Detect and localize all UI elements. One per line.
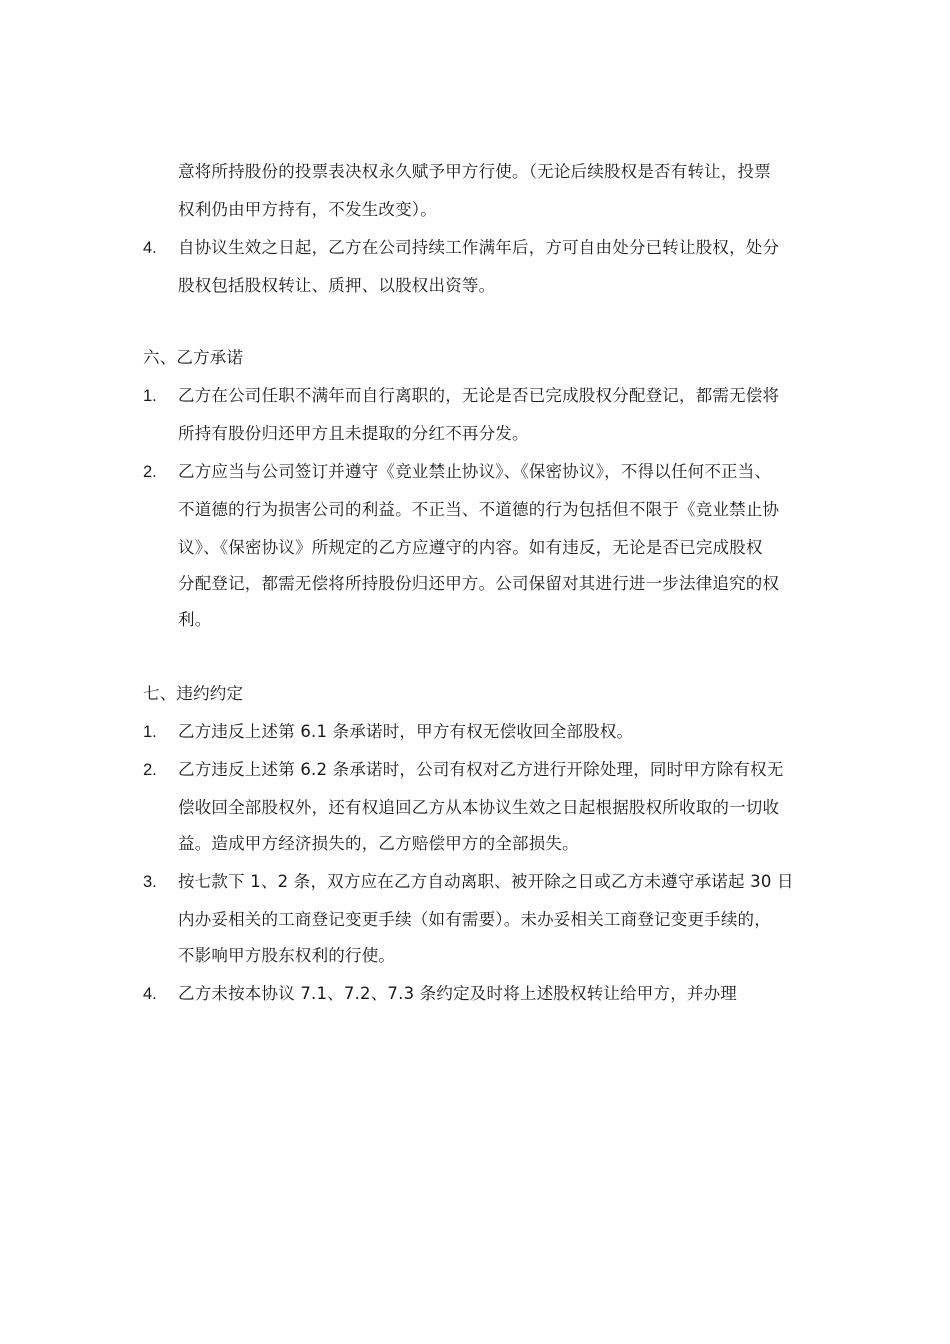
list-number: 2. — [143, 463, 157, 481]
paragraph-line: 利。 — [178, 610, 212, 629]
paragraph-line: 股权包括股权转让、质押、以股权出资等。 — [178, 276, 496, 295]
paragraph-line: 益。造成甲方经济损失的，乙方赔偿甲方的全部损失。 — [178, 834, 579, 853]
paragraph-line: 按七款下 1、2 条，双方应在乙方自动离职、被开除之日或乙方未遵守承诺起 30 日 — [178, 872, 794, 891]
paragraph-line: 乙方违反上述第 6.2 条承诺时，公司有权对乙方进行开除处理，同时甲方除有权无 — [178, 760, 784, 779]
paragraph-line: 自协议生效之日起，乙方在公司持续工作满年后，方可自由处分已转让股权，处分 — [178, 238, 780, 257]
paragraph-line: 权利仍由甲方持有，不发生改变）。 — [178, 200, 437, 219]
paragraph-line: 不影响甲方股东权利的行使。 — [178, 946, 396, 965]
paragraph-line: 不道德的行为损害公司的利益。不正当、不道德的行为包括但不限于《竞业禁止协 — [178, 500, 780, 519]
section-heading: 六、乙方承诺 — [143, 348, 244, 367]
list-number: 1. — [143, 387, 157, 405]
paragraph-line: 意将所持股份的投票表决权永久赋予甲方行使。（无论后续股权是否有转让，投票 — [178, 162, 771, 181]
paragraph-line: 内办妥相关的工商登记变更手续（如有需要）。未办妥相关工商登记变更手续的， — [178, 910, 771, 929]
section-heading: 七、违约约定 — [143, 684, 244, 703]
list-number: 4. — [143, 239, 157, 257]
paragraph-line: 所持有股份归还甲方且未提取的分红不再分发。 — [178, 424, 529, 443]
list-number: 2. — [143, 761, 157, 779]
list-number: 4. — [143, 985, 157, 1003]
paragraph-line: 乙方未按本协议 7.1、7.2、7.3 条约定及时将上述股权转让给甲方，并办理 — [178, 984, 738, 1003]
list-number: 3. — [143, 873, 157, 891]
paragraph-line: 乙方在公司任职不满年而自行离职的，无论是否已完成股权分配登记，都需无偿将 — [178, 386, 780, 405]
paragraph-line: 偿收回全部股权外，还有权追回乙方从本协议生效之日起根据股权所收取的一切收 — [178, 798, 780, 817]
paragraph-line: 乙方违反上述第 6.1 条承诺时，甲方有权无偿收回全部股权。 — [178, 722, 634, 741]
list-number: 1. — [143, 723, 157, 741]
paragraph-line: 乙方应当与公司签订并遵守《竞业禁止协议》、《保密协议》，不得以任何不正当、 — [178, 462, 772, 481]
paragraph-line: 分配登记，都需无偿将所持股份归还甲方。公司保留对其进行进一步法律追究的权 — [178, 574, 780, 593]
paragraph-line: 议》、《保密协议》所规定的乙方应遵守的内容。如有违反，无论是否已完成股权 — [178, 538, 763, 557]
